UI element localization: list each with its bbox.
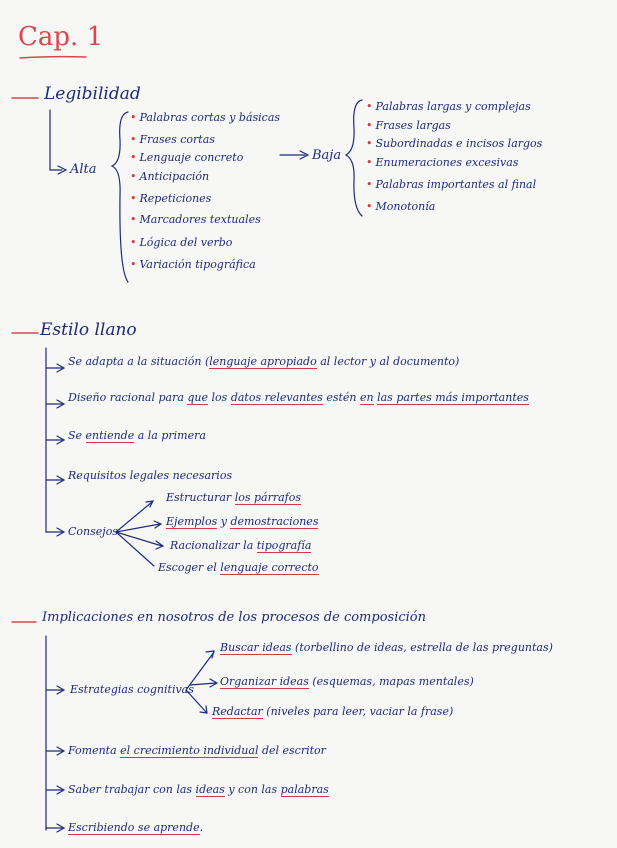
page-title: Cap. 1 — [18, 22, 104, 52]
alta-item: • Lenguaje concreto — [130, 151, 244, 164]
baja-item: • Enumeraciones excesivas — [366, 156, 519, 169]
alta-item: • Palabras cortas y básicas — [130, 111, 281, 124]
estrategias-label: Estrategias cognitivas — [70, 683, 194, 696]
alta-item: • Anticipación — [130, 170, 210, 183]
baja-item: • Monotonía — [366, 200, 436, 213]
estrategia-item: Organizar ideas (esquemas, mapas mentales) — [220, 675, 474, 688]
implicacion-point: Saber trabajar con las ideas y con las palabras — [68, 783, 329, 796]
consejos-label: Consejos — [68, 525, 118, 538]
heading-implicaciones: Implicaciones en nosotros de los procesos de composición — [42, 610, 427, 625]
baja-item: • Frases largas — [366, 119, 451, 132]
estilo-point: Diseño racional para que los datos relevantes estén en las partes más importantes — [68, 391, 529, 404]
alta-item: • Lógica del verbo — [130, 236, 233, 249]
implicacion-point: Fomenta el crecimiento individual del escritor — [68, 744, 326, 757]
consejo-item: Ejemplos y demostraciones — [166, 515, 319, 528]
baja-label: Baja — [312, 148, 342, 163]
baja-item: • Palabras importantes al final — [366, 178, 537, 191]
estrategia-item: Redactar (niveles para leer, vaciar la frase) — [212, 705, 454, 718]
estilo-point: Se adapta a la situación (lenguaje apropiado al lector y al documento) — [68, 355, 460, 368]
baja-item: • Subordinadas e incisos largos — [366, 137, 543, 150]
estilo-point: Se entiende a la primera — [68, 429, 206, 442]
alta-item: • Variación tipográfica — [130, 258, 256, 271]
consejo-item: Estructurar los párrafos — [166, 491, 301, 504]
baja-item: • Palabras largas y complejas — [366, 100, 531, 113]
heading-legibilidad: Legibilidad — [44, 84, 141, 104]
alta-item: • Repeticiones — [130, 192, 212, 205]
estrategia-item: Buscar ideas (torbellino de ideas, estrella de las preguntas) — [220, 641, 553, 654]
implicacion-point: Escribiendo se aprende. — [68, 821, 204, 834]
consejo-item: Racionalizar la tipografía — [170, 539, 312, 552]
alta-item: • Frases cortas — [130, 133, 215, 146]
alta-label: Alta — [70, 162, 97, 177]
heading-estilo-llano: Estilo llano — [40, 320, 137, 340]
alta-item: • Marcadores textuales — [130, 213, 261, 226]
estilo-point: Requisitos legales necesarios — [68, 469, 233, 482]
consejo-item: Escoger el lenguaje correcto — [158, 561, 319, 574]
